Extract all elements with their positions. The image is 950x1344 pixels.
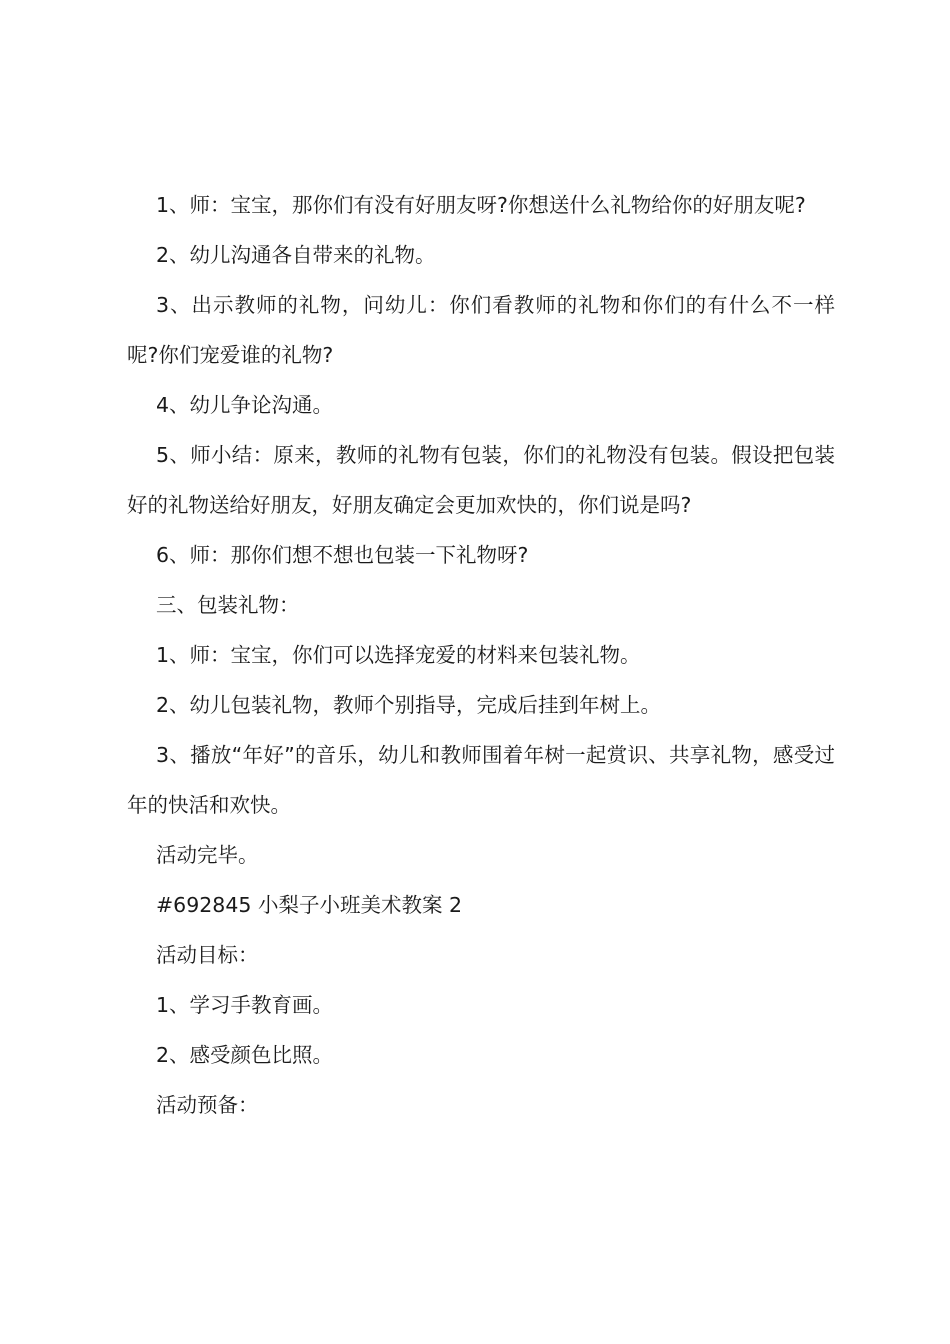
goal-1: 1、学习手教育画。 [156, 993, 334, 1017]
paragraph-9: 3、播放“年好”的音乐，幼儿和教师围着年树一起赏识、共享礼物，感受过年的快活和欢快。 [127, 743, 835, 817]
paragraph-7: 1、师：宝宝，你们可以选择宠爱的材料来包装礼物。 [156, 643, 641, 667]
paragraph-3: 3、出示教师的礼物，问幼儿：你们看教师的礼物和你们的有什么不一样呢?你们宠爱谁的礼物? [127, 293, 835, 367]
paragraph-2: 2、幼儿沟通各自带来的礼物。 [156, 243, 436, 267]
lesson-plan-title: #692845 小梨子小班美术教案 2 [156, 893, 463, 917]
paragraph-1: 1、师：宝宝，那你们有没有好朋友呀?你想送什么礼物给你的好朋友呢? [156, 193, 806, 217]
paragraph-8: 2、幼儿包装礼物，教师个别指导，完成后挂到年树上。 [156, 693, 662, 717]
goal-2: 2、感受颜色比照。 [156, 1043, 334, 1067]
paragraph-6: 6、师：那你们想不想也包装一下礼物呀? [156, 543, 529, 567]
document-body [127, 180, 835, 1130]
activity-end: 活动完毕。 [156, 843, 259, 867]
paragraph-4: 4、幼儿争论沟通。 [156, 393, 334, 417]
activity-goals-heading: 活动目标： [156, 943, 259, 967]
section-heading-wrap-gifts: 三、包装礼物： [156, 593, 300, 617]
paragraph-5: 5、师小结：原来，教师的礼物有包装，你们的礼物没有包装。假设把包装好的礼物送给好朋友，好朋友确定会更加欢快的，你们说是吗? [127, 443, 835, 517]
activity-preparation-heading: 活动预备： [156, 1093, 259, 1117]
